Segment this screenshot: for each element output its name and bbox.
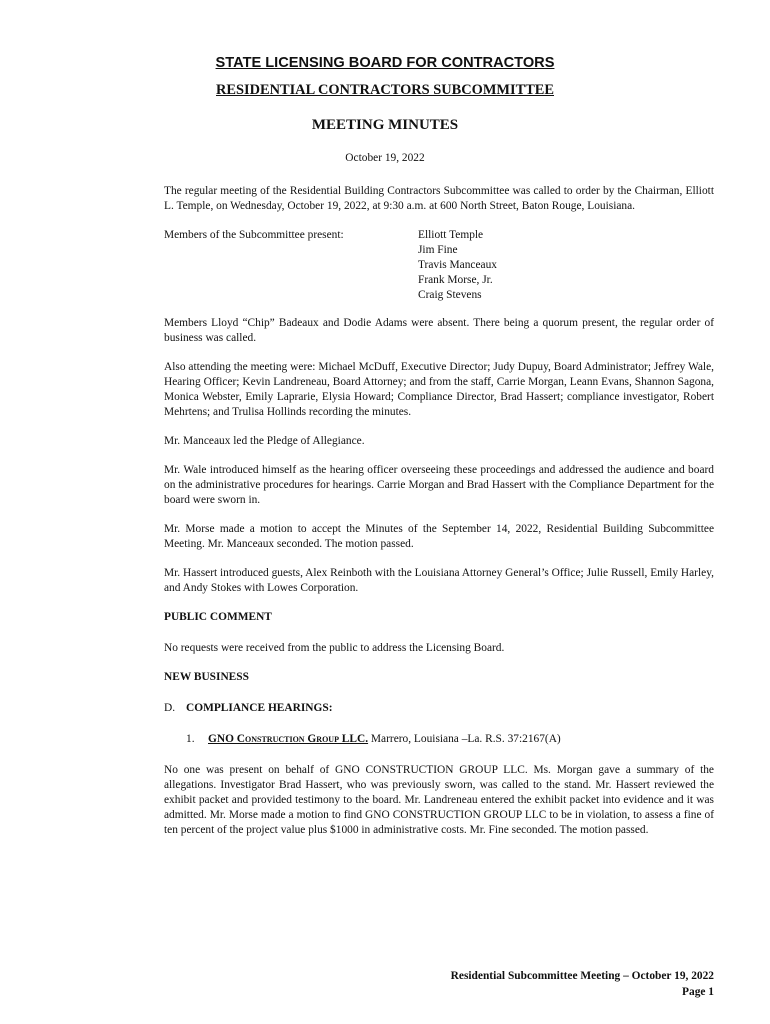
members-present <box>164 228 714 302</box>
intro-paragraph: The regular meeting of the Residential Building Contractors Subcommittee was called to order by the Chairman, Elliott L. Temple, on Wednesday, October 19, 2022, at 9:30 a.m. at 600 North Street, Baton Rouge, Louisiana. <box>164 185 714 212</box>
member-name: Jim Fine <box>418 244 458 256</box>
meeting-date: October 19, 2022 <box>345 152 425 164</box>
absent-paragraph: Members Lloyd “Chip” Badeaux and Dodie Adams were absent. There being a quorum present, the regular order of business was called. <box>164 317 714 344</box>
minutes-motion-paragraph: Mr. Morse made a motion to accept the Minutes of the September 14, 2022, Residential Building Subcommittee Meeting. Mr. Manceaux seconded. The motion passed. <box>164 523 714 550</box>
public-comment-text: No requests were received from the public to address the Licensing Board. <box>164 642 505 654</box>
subcommittee-title: RESIDENTIAL CONTRACTORS SUBCOMMITTEE <box>216 82 554 98</box>
document-body <box>164 184 714 852</box>
member-name: Elliott Temple <box>418 229 484 241</box>
member-name: Travis Manceaux <box>418 259 497 271</box>
hearing-item <box>186 732 714 747</box>
attending-paragraph: Also attending the meeting were: Michael McDuff, Executive Director; Judy Dupuy, Board Administrator; Jeffrey Wale, Hearing Officer; Kevin Landreneau, Board Attorney; and from the staff, Carrie Morgan, Leann Evans, Shannon Sagona, Monica Webster, Emily Laprarie, Elysia Howard; Compliance Director, Brad Hassert; compliance investigator, Robert Mehrtens; and Trulisa Hollinds recording the minutes. <box>164 361 714 418</box>
page-number: Page 1 <box>682 986 714 998</box>
section-title: COMPLIANCE HEARINGS: <box>186 702 333 714</box>
members-list <box>418 228 497 303</box>
item-heading <box>208 732 561 747</box>
footer-meeting-title: Residential Subcommittee Meeting – October 19, 2022 <box>450 970 714 982</box>
guests-paragraph: Mr. Hassert introduced guests, Alex Reinboth with the Louisiana Attorney General’s Office; Julie Russell, Emily Harley, and Andy Stokes with Lowes Corporation. <box>164 567 714 594</box>
members-label: Members of the Subcommittee present: <box>164 229 344 241</box>
compliance-hearings-heading <box>164 701 714 716</box>
board-title: STATE LICENSING BOARD FOR CONTRACTORS <box>215 55 555 71</box>
new-business-heading: NEW BUSINESS <box>164 671 249 683</box>
public-comment-heading: PUBLIC COMMENT <box>164 611 272 623</box>
case-name: GNO Construction Group LLC. <box>208 733 369 745</box>
hearing-item-text: No one was present on behalf of GNO CONSTRUCTION GROUP LLC. Ms. Morgan gave a summary of the allegations. Investigator Brad Hassert, who was previously sworn, was called to the stand. Mr. Hassert reviewed the exhibit packet and provided testimony to the board. Mr. Landreneau entered the exhibit packet into evidence and it was admitted. Mr. Morse made a motion to find GNO CONSTRUCTION GROUP LLC to be in violation, to assess a fine of ten percent of the project value plus $1000 in administrative costs. Mr. Fine seconded. The motion passed. <box>164 764 714 836</box>
document-title: MEETING MINUTES <box>311 117 459 133</box>
item-number: 1. <box>186 733 195 745</box>
member-name: Craig Stevens <box>418 289 482 301</box>
case-location: Marrero, Louisiana –La. R.S. 37:2167(A) <box>368 733 561 745</box>
pledge-paragraph: Mr. Manceaux led the Pledge of Allegiance. <box>164 435 365 447</box>
hearing-officer-paragraph: Mr. Wale introduced himself as the hearing officer overseeing these proceedings and addressed the audience and board on the administrative procedures for hearings. Carrie Morgan and Brad Hassert with the Compliance Department for the board were sworn in. <box>164 464 714 506</box>
section-letter: D. <box>164 702 176 714</box>
page-footer <box>451 968 714 1000</box>
member-name: Frank Morse, Jr. <box>418 274 493 286</box>
